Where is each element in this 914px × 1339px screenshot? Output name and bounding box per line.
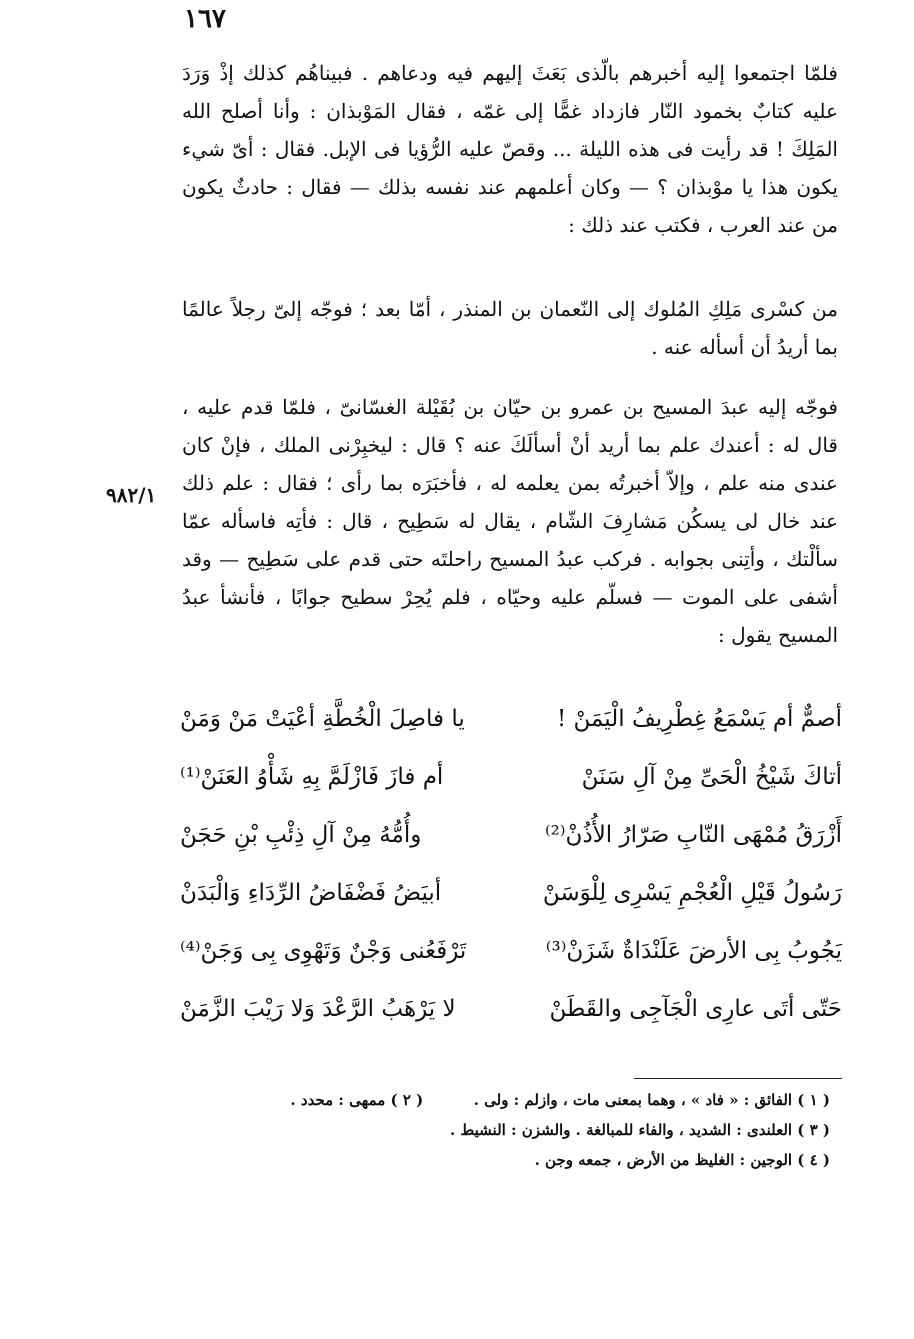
paragraph-1-text: فلمّا اجتمعوا إليه أخبرهم بالّذى بَعَثَ إليهم فيه ودعاهم . فبيناهُم كذلك إذْ وَرَدَ عليه كتابٌ بخمود النّار فازداد غمًّا إلى غمّه ، فقال المَوْبذان : وأنا أصلح الله المَلِكَ ! قد رأيت فى هذه الليلة ... وقصّ عليه الرُّؤيا فى الإبل. فقال : أىّ شيء يكون هذا يا موْبذان ؟ — وكان أعلمهم عند نفسه بذلك — فقال : حادثٌ يكون من عند العرب ، فكتب عند ذلك :: [182, 61, 838, 237]
footnote-text: ( ٢ ) ممهى : محدد .: [290, 1091, 424, 1109]
footnote-text: ( ٣ ) العلندى : الشديد ، والفاء للمبالغة . والشزن : النشيط .: [449, 1121, 830, 1139]
verse-first-hemistich: أتاكَ شَيْخُ الْحَىِّ مِنْ آلِ سَنَنْ: [581, 764, 842, 790]
verse-line: [180, 980, 842, 1038]
footnote-text: ( ٤ ) الوجين : الغليظ من الأرض ، جمعه وجن .: [534, 1151, 830, 1169]
poem: [180, 690, 842, 1038]
verse-first-hemistich: أَزْرَقُ مُمْهَى النّابِ صَرّارُ الأُذُنْ⁽²⁾: [545, 822, 842, 848]
margin-reference: ٩٨٢/١: [106, 483, 157, 507]
footnote: [180, 1145, 830, 1175]
footnote-divider: [634, 1078, 842, 1079]
paragraph-2: [182, 388, 838, 654]
verse-line: [180, 748, 842, 806]
verse-first-hemistich: يَجُوبُ بِى الأرضَ عَلَنْدَاةٌ شَزَنْ⁽³⁾: [545, 938, 842, 964]
verse-line: [180, 922, 842, 980]
footnote: [180, 1115, 830, 1145]
verse-second-hemistich: أبيَضُ فَضْفَاضُ الرِّدَاءِ وَالْبَدَنْ: [180, 880, 442, 906]
letter-quote: [182, 290, 838, 366]
verse-second-hemistich: وأُمُّهُ مِنْ آلِ ذِئْبِ بْنِ حَجَنْ: [180, 822, 422, 848]
verse-first-hemistich: أصمٌّ أم يَسْمَعُ غِطْرِيفُ الْيَمَنْ !: [556, 706, 842, 732]
verse-second-hemistich: يا فاصِلَ الْخُطَّةِ أعْيَتْ مَنْ وَمَنْ: [180, 706, 465, 732]
verse-second-hemistich: لا يَرْهَبُ الرَّعْدَ وَلا رَيْبَ الزَّمَنْ: [180, 996, 456, 1022]
paragraph-2-text: فوجّه إليه عبدَ المسيح بن عمرو بن حيّان بن بُقَيْلة الغسّانىّ ، فلمّا قدم عليه ، قال له : أعندك علم بما أريد أنْ أسألَكَ عنه ؟ قال : ليخبِرْنى الملك ، فإنْ كان عندى منه علم ، وإلاّ أخبرتُه بمن يعلمه له ، فأخبَرَه بما رأى ؛ فقال : علم ذلك عند خال لى يسكُن مَشارِفَ الشّام ، يقال له سَطِيح ، قال : فأتِه فاسأله عمّا سألْتك ، وأتِنى بجوابه . فركب عبدُ المسيح راحلتَه حتى قدم على سَطِيح — وقد أشفى على الموت — فسلّم عليه وحيّاه ، فلم يُحِرْ سطيح جوابًا ، فأنشأ عبدُ المسيح يقول :: [182, 395, 838, 647]
footnotes: [180, 1085, 830, 1175]
letter-text: من كسْرى مَلِكِ المُلوك إلى النّعمان بن المنذر ، أمّا بعد ؛ فوجّه إلىّ رجلاً عالمًا بما أريدُ أن أسأله عنه .: [182, 297, 838, 359]
footnote-text: ( ١ ) الفائق : « فاد » ، وهما بمعنى مات ، وازلم : ولى .: [473, 1091, 830, 1109]
verse-first-hemistich: حَتّى أتَى عارِى الْجَآجِى والقَطَنْ: [549, 996, 842, 1022]
verse-line: [180, 806, 842, 864]
footnote: [180, 1085, 830, 1115]
verse-second-hemistich: أم فازَ فَازْلَمَّ بِهِ شَأْوُ العَنَنْ⁽¹⁾: [180, 764, 444, 790]
verse-second-hemistich: تَرْفَعُنى وَجْنٌ وَتَهْوِى بِى وَجَنْ⁽⁴⁾: [180, 938, 467, 964]
page-number: ١٦٧: [184, 4, 226, 34]
paragraph-1: [182, 54, 838, 244]
verse-line: [180, 690, 842, 748]
verse-first-hemistich: رَسُولُ قَيْلِ الْعُجْمِ يَسْرِى لِلْوَسَنْ: [542, 880, 842, 906]
verse-line: [180, 864, 842, 922]
